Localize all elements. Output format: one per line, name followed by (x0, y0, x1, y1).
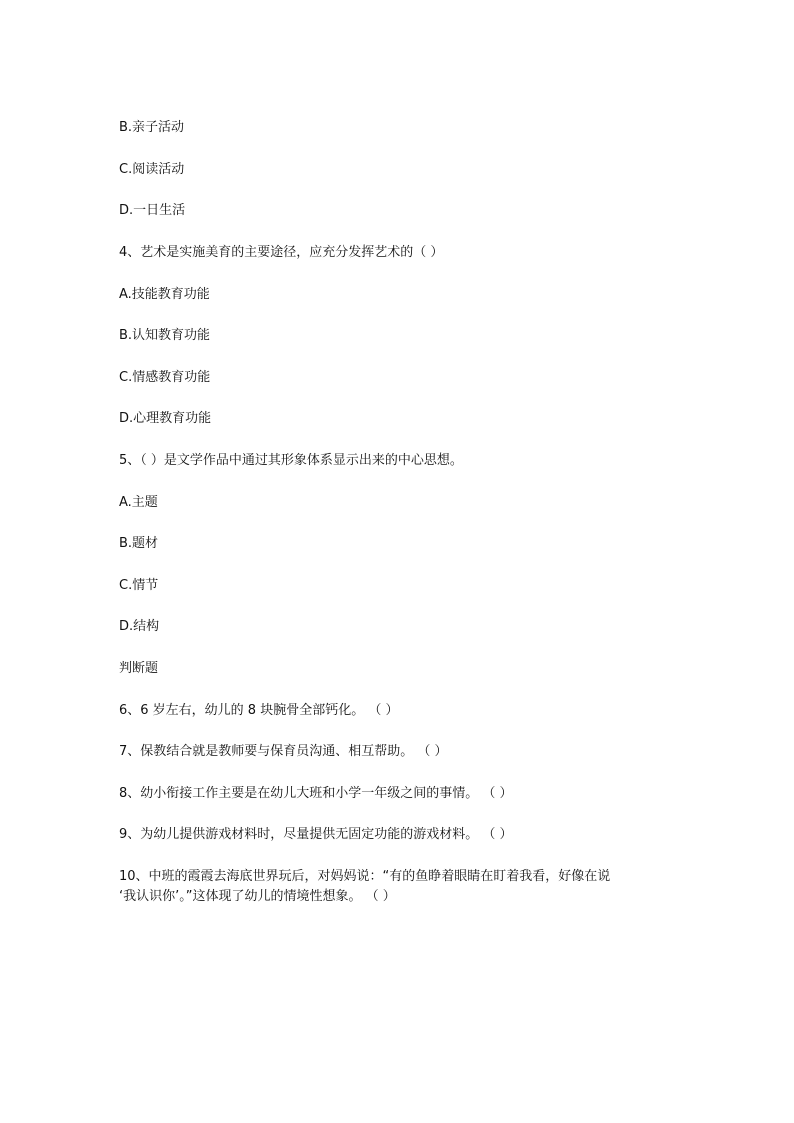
q4-option-d: D.心理教育功能 (119, 411, 212, 426)
question-6: 6、6 岁左右，幼儿的 8 块腕骨全部钙化。 （ ） (119, 703, 399, 718)
question-9: 9、为幼儿提供游戏材料时，尽量提供无固定功能的游戏材料。 （ ） (119, 827, 513, 842)
q4-option-a: A.技能教育功能 (119, 287, 210, 302)
q4-option-b: B.认知教育功能 (119, 328, 211, 343)
question-10-line-2: ‘我认识你’。”这体现了幼儿的情境性想象。 （ ） (119, 889, 396, 904)
section-heading-judgment: 判断题 (119, 661, 159, 676)
option-b-parent-child-activity: B.亲子活动 (119, 120, 185, 135)
option-c-reading-activity: C.阅读活动 (119, 162, 185, 177)
q5-option-d: D.结构 (119, 619, 160, 634)
q5-option-c: C.情节 (119, 578, 159, 593)
question-10-line-1: 10、中班的霞霞去海底世界玩后，对妈妈说：“有的鱼睁着眼睛在盯着我看，好像在说 (119, 869, 611, 884)
question-5: 5、（ ）是文学作品中通过其形象体系显示出来的中心思想。 (119, 453, 463, 468)
question-8: 8、幼小衔接工作主要是在幼儿大班和小学一年级之间的事情。 （ ） (119, 786, 513, 801)
option-d-daily-life: D.一日生活 (119, 203, 186, 218)
question-4: 4、艺术是实施美育的主要途径，应充分发挥艺术的（ ） (119, 245, 444, 260)
q4-option-c: C.情感教育功能 (119, 370, 211, 385)
question-7: 7、保教结合就是教师要与保育员沟通、相互帮助。 （ ） (119, 744, 448, 759)
q5-option-b: B.题材 (119, 536, 159, 551)
q5-option-a: A.主题 (119, 495, 158, 510)
